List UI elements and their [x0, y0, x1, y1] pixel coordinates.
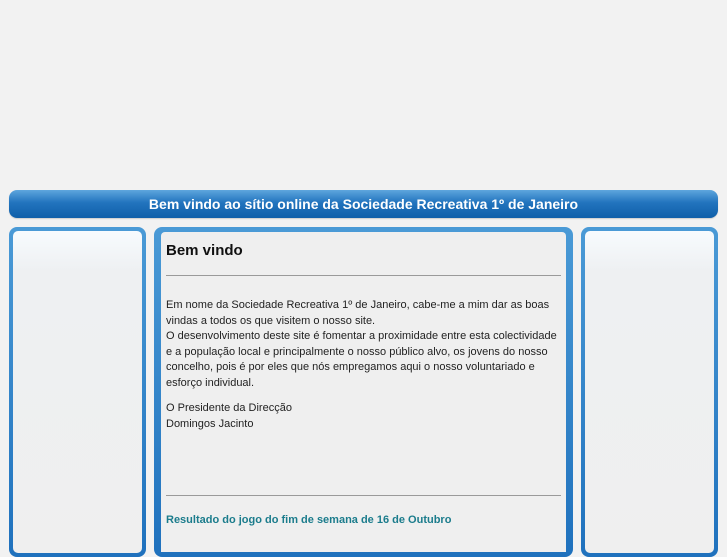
match-result-link[interactable]: Resultado do jogo do fim de semana de 16 de Outubro	[166, 514, 452, 526]
welcome-paragraph-2: O desenvolvimento deste site é fomentar a proximidade entre esta colectividade e a população local e principalmente o nosso público alvo, os jovens do nosso concelho, pois é por eles que nós empregamos aqui o nosso voluntariado e esforço individual.	[166, 330, 557, 389]
divider-top	[166, 275, 561, 276]
banner-title: Bem vindo ao sítio online da Sociedade Recreativa 1º de Janeiro	[148, 196, 579, 212]
main-content	[161, 232, 566, 552]
page-title: Bem vindo	[166, 242, 243, 259]
divider-bottom	[166, 495, 561, 496]
left-sidebar-panel	[9, 227, 146, 557]
signature	[166, 401, 561, 432]
site-banner	[9, 190, 718, 218]
main-content-panel	[154, 227, 573, 557]
signature-name: Domingos Jacinto	[166, 417, 254, 430]
right-sidebar-panel	[581, 227, 718, 557]
right-sidebar-content	[585, 231, 714, 553]
signature-role: O Presidente da Direcção	[166, 402, 292, 414]
left-sidebar-content	[13, 231, 142, 553]
welcome-text	[166, 298, 561, 391]
welcome-paragraph-1: Em nome da Sociedade Recreativa 1º de Janeiro, cabe-me a mim dar as boas vindas a todos os que visitem o nosso site.	[166, 299, 550, 327]
